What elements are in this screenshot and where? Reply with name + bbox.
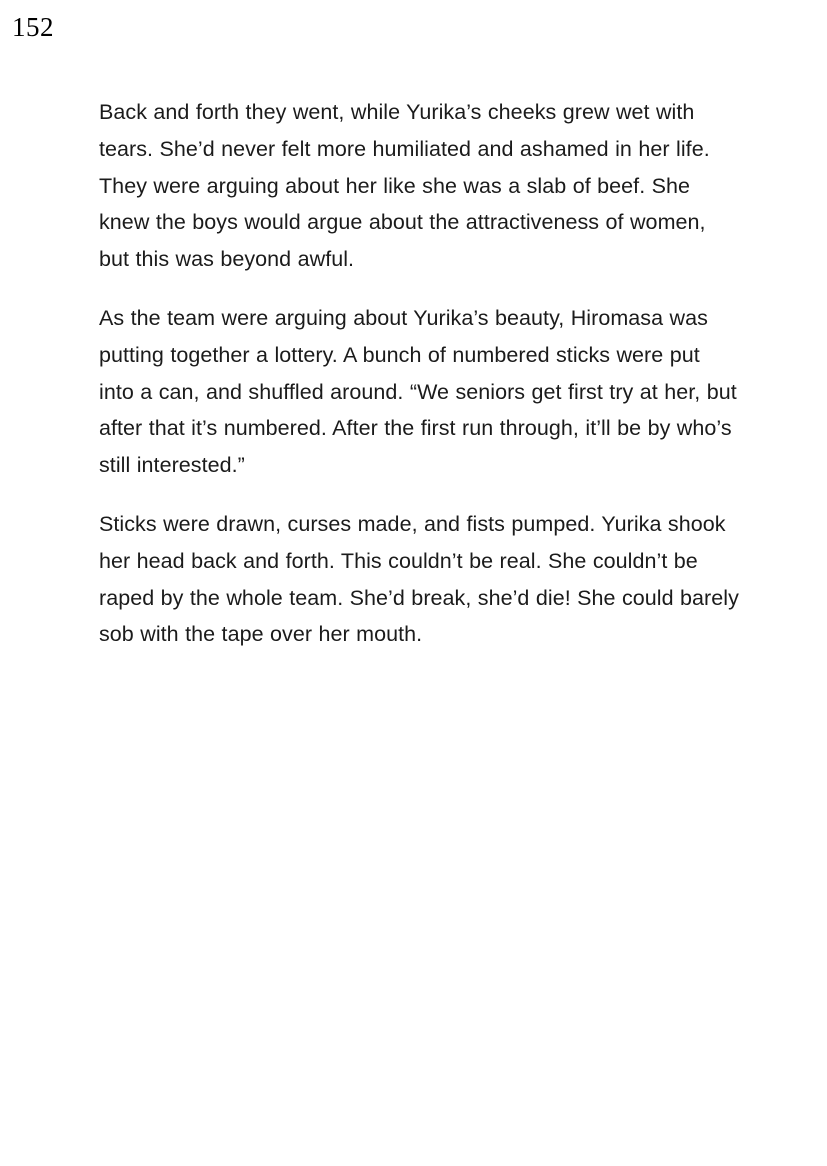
paragraph: Sticks were drawn, curses made, and fists pumped. Yurika shook her head back and forth. This couldn’t be real. She couldn’t be raped by the whole team. She’d break, she’d die! She could barely sob with the tape over her mouth. [99, 511, 739, 647]
page-body [99, 94, 739, 653]
page-number: 152 [12, 12, 54, 42]
paragraph: Back and forth they went, while Yurika’s cheeks grew wet with tears. She’d never felt more humiliated and ashamed in her life. They were arguing about her like she was a slab of beef. She knew the boys would argue about the attractiveness of women, but this was beyond awful. [99, 100, 710, 272]
paragraph: As the team were arguing about Yurika’s beauty, Hiromasa was putting together a lottery. A bunch of numbered sticks were put into a can, and shuffled around. “We seniors get first try at her, but after that it’s numbered. After the first run through, it’ll be by who’s still interested.” [99, 305, 737, 478]
